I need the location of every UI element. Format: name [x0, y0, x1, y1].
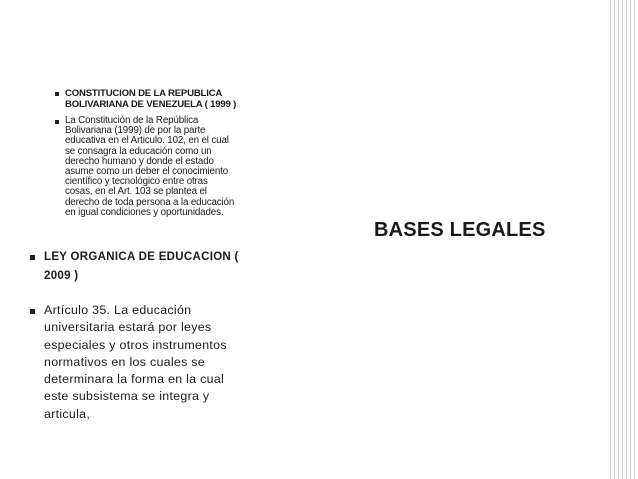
slide-title: BASES LEGALES [374, 219, 546, 241]
education-law-section [30, 248, 260, 423]
constitution-body: La Constitución de la República Bolivariana (1999) de por la parte educativa en el Articulo. 102, en el cual se consagra la educación como un derecho humano y donde el estado asume como un deber el conocimiento científico y tecnológico entre otras cosas, en el Art. 103 se plantea el derecho de toda persona a la educación en igual condiciones y oportunidades. [65, 115, 235, 218]
constitution-heading: CONSTITUCION DE LA REPUBLICA BOLIVARIANA DE VENEZUELA ( 1999 ) [65, 88, 237, 110]
article-35-item [30, 302, 260, 423]
education-law-heading: LEY ORGANICA DE EDUCACION ( 2009 ) [44, 251, 239, 282]
article-35-body: Artículo 35. La educación universitaria estará por leyes especiales y otros instrumentos normativos en los cuales se determinara la forma en la cual este subsistema se integra y articula, [44, 303, 227, 421]
education-law-heading-item [30, 248, 260, 286]
constitution-body-item [55, 116, 270, 218]
constitution-heading-item [55, 88, 270, 110]
constitution-section [55, 88, 270, 224]
decorative-hatch-border [610, 0, 638, 479]
